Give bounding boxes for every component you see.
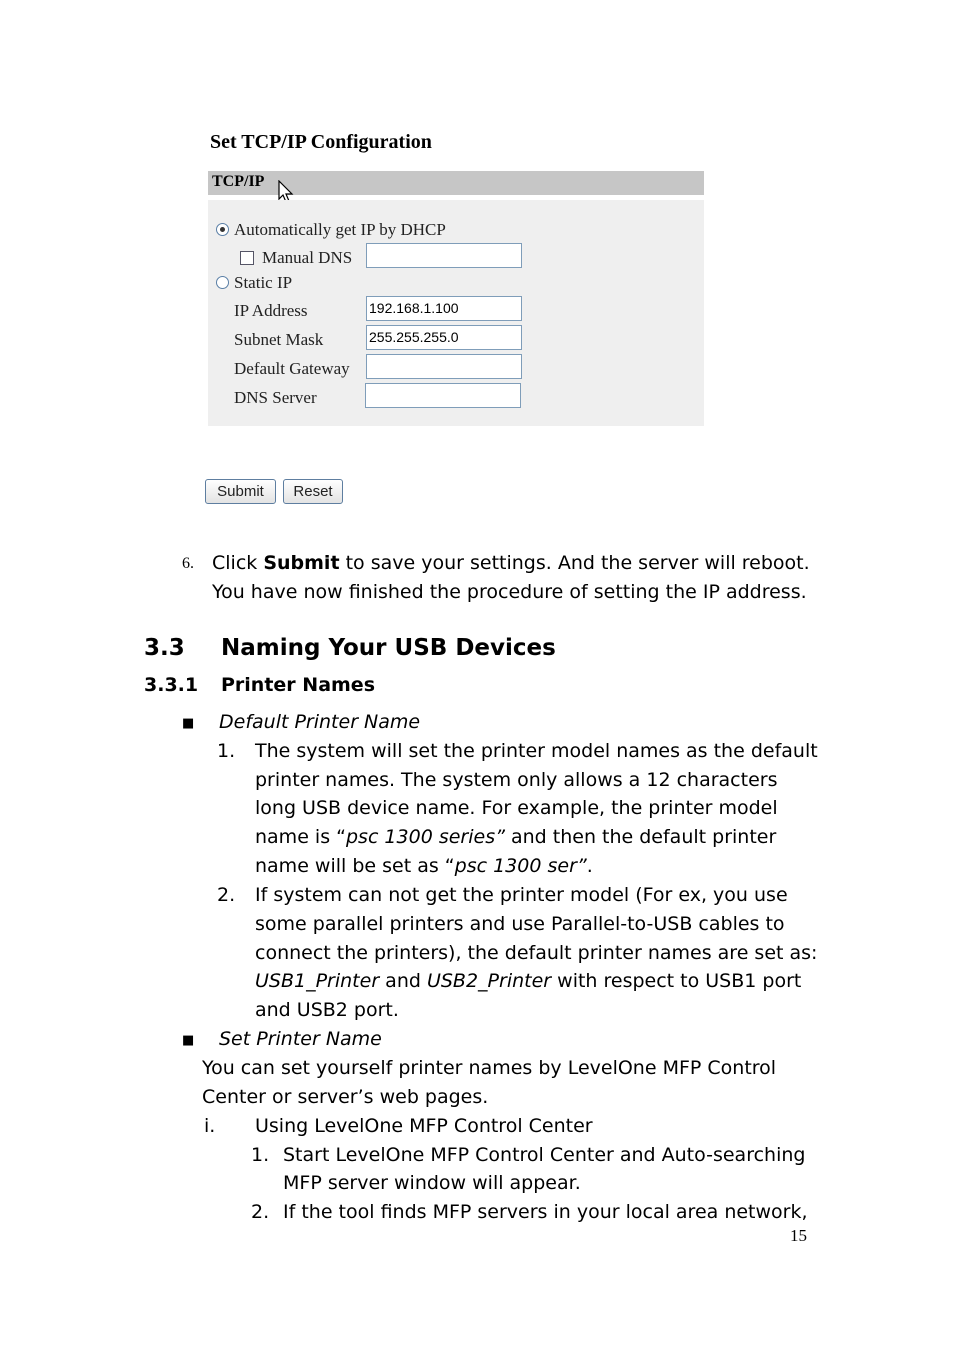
dns-server-label: DNS Server	[234, 388, 317, 407]
section-number: 3.3	[144, 635, 185, 661]
list-number: 1.	[217, 740, 236, 762]
subsection-number: 3.3.1	[144, 674, 199, 696]
list-item-line: MFP server window will appear.	[283, 1172, 581, 1194]
dhcp-radio[interactable]	[216, 223, 229, 236]
list-number: 1.	[251, 1144, 270, 1166]
submit-button[interactable]: Submit	[205, 479, 276, 504]
dhcp-label: Automatically get IP by DHCP	[234, 220, 446, 239]
default-gateway-label: Default Gateway	[234, 359, 350, 378]
list-item-line: USB1_Printer and USB2_Printer with respect to USB1 port	[255, 970, 802, 992]
page-number: 15	[790, 1226, 807, 1245]
list-item-line: connect the printers), the default printer names are set as:	[255, 942, 818, 964]
bullet-icon: ■	[182, 716, 195, 731]
list-number: 2.	[217, 884, 236, 906]
manual-dns-input[interactable]	[366, 243, 522, 268]
step-text-line: Click Submit to save your settings. And the server will reboot.	[212, 552, 810, 574]
list-item-line: some parallel printers and use Parallel-to-USB cables to	[255, 913, 785, 935]
manual-dns-checkbox[interactable]	[240, 251, 254, 265]
sublist-item: Using LevelOne MFP Control Center	[255, 1115, 593, 1137]
ip-address-input[interactable]: 192.168.1.100	[366, 296, 522, 321]
bullet-heading: Set Printer Name	[219, 1028, 382, 1050]
list-item-line: printer names. The system only allows a 12 characters	[255, 769, 778, 791]
reset-button[interactable]: Reset	[283, 479, 343, 504]
ip-address-label: IP Address	[234, 301, 308, 320]
paragraph-line: Center or server’s web pages.	[202, 1086, 489, 1108]
figure-title: Set TCP/IP Configuration	[210, 131, 432, 153]
bullet-icon: ■	[182, 1033, 195, 1048]
list-item-line: The system will set the printer model names as the default	[255, 740, 818, 762]
paragraph-line: You can set yourself printer names by LevelOne MFP Control	[202, 1057, 777, 1079]
static-ip-radio[interactable]	[216, 276, 229, 289]
subsection-heading: Printer Names	[221, 674, 376, 696]
dns-server-input[interactable]	[365, 383, 521, 408]
list-item-line: If the tool finds MFP servers in your local area network,	[283, 1201, 808, 1223]
list-item-line: long USB device name. For example, the printer model	[255, 797, 778, 819]
section-heading: Naming Your USB Devices	[221, 635, 556, 661]
static-ip-label: Static IP	[234, 273, 293, 292]
subnet-mask-input[interactable]: 255.255.255.0	[366, 325, 522, 350]
manual-dns-label: Manual DNS	[262, 248, 353, 267]
subnet-mask-label: Subnet Mask	[234, 330, 324, 349]
step-number: 6.	[182, 555, 194, 572]
list-item-line: and USB2 port.	[255, 999, 399, 1021]
step-text-line: You have now finished the procedure of setting the IP address.	[212, 581, 807, 603]
list-item-line: If system can not get the printer model (For ex, you use	[255, 884, 788, 906]
sublist-number: i.	[204, 1115, 216, 1137]
list-number: 2.	[251, 1201, 270, 1223]
tcpip-section-label: TCP/IP	[212, 173, 265, 190]
default-gateway-input[interactable]	[366, 354, 522, 379]
bullet-heading: Default Printer Name	[219, 711, 421, 733]
list-item-line: name will be set as “psc 1300 ser”.	[255, 855, 593, 877]
list-item-line: Start LevelOne MFP Control Center and Auto-searching	[283, 1144, 806, 1166]
list-item-line: name is “psc 1300 series” and then the default printer	[255, 826, 777, 848]
